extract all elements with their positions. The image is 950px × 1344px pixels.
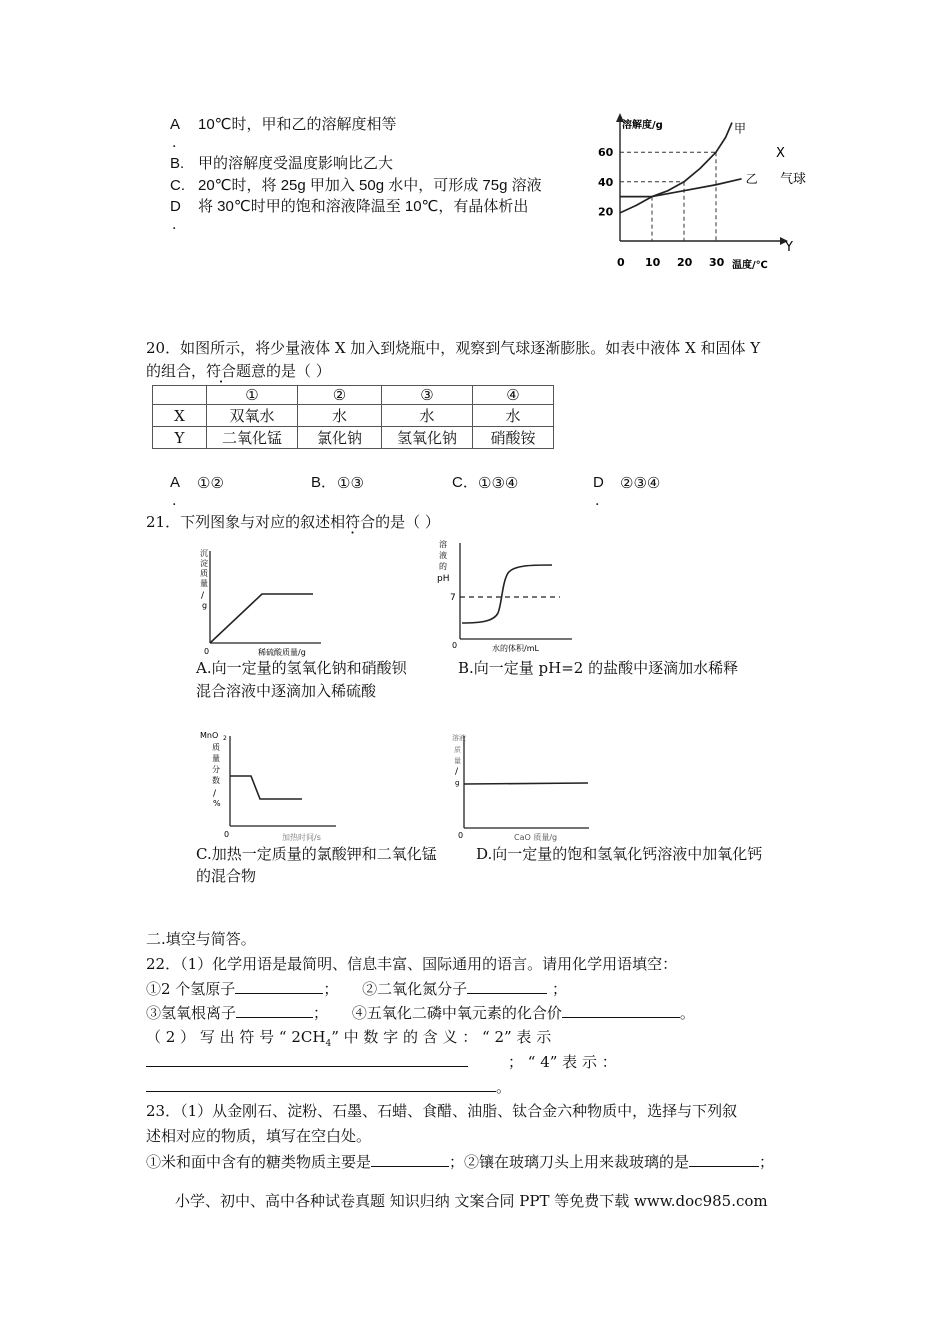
chart-series: [620, 123, 742, 213]
q20-answer-c-letter: C．: [452, 474, 478, 491]
q19-option-c-letter: C.: [170, 177, 185, 194]
q19-option-b: 甲的溶解度受温度影响比乙大: [198, 155, 394, 172]
q23-item2: ；②镶在玻璃刀头上用来裁玻璃的是: [449, 1153, 690, 1171]
graph-ylabel: /: [455, 767, 459, 777]
q22-item3: ③氢氧根离子: [146, 1004, 237, 1022]
q20-stem-line1: 20．如图所示，将少量液体 X 加入到烧瓶中，观察到气球逐渐膨胀。如表中液体 X 和固体 Y: [146, 339, 761, 357]
q19-dot: .: [172, 135, 177, 151]
q20-answer-d: ②③④: [620, 474, 661, 492]
graph-line: [464, 783, 588, 784]
graph-c-caption-2: 的混合物: [196, 867, 257, 885]
graph-line: [462, 565, 552, 623]
graph-ylabel: 数: [212, 776, 220, 785]
table-cell: 氯化钠: [298, 427, 382, 449]
graph-ylabel: 溶: [439, 540, 447, 549]
table-cell: [153, 386, 207, 405]
q22-part2: [146, 1028, 806, 1053]
table-cell: 双氧水: [207, 405, 298, 427]
graph-c: [196, 730, 346, 842]
q21-stem: [146, 513, 440, 531]
graph-ylabel: 淀: [200, 559, 208, 568]
chart-labels: [598, 118, 806, 271]
graph-ylabel: 的: [439, 562, 447, 571]
q19-option-a-letter: A: [170, 116, 181, 133]
series-label: 甲: [734, 121, 747, 136]
q22-item4: ④五氧化二磷中氧元素的化合价: [351, 1004, 562, 1022]
graph-xlabel: 加热时间/s: [282, 833, 321, 842]
graph-b: [422, 535, 572, 658]
graph-a: [196, 548, 326, 658]
chart-axes: [616, 113, 788, 245]
answer-blank[interactable]: [371, 1152, 449, 1167]
graph-ylabel: 量: [454, 757, 461, 765]
y-tick-label: 20: [598, 205, 614, 219]
answer-blank[interactable]: [689, 1152, 759, 1167]
q20-dot: .: [172, 493, 177, 509]
series-line-1: [620, 123, 732, 213]
q20-answer-a: ①②: [197, 474, 224, 492]
q20-dot: .: [595, 493, 600, 509]
x-tick-label: 30: [709, 256, 725, 269]
table-header-cell: ②: [298, 386, 382, 405]
graph-origin: 0: [224, 830, 230, 839]
graph-origin: 0: [458, 831, 464, 840]
graph-ylabel: 质: [200, 569, 208, 578]
table-header-cell: ③: [382, 386, 473, 405]
graph-xlabel: 稀硫酸质量/g: [258, 648, 306, 657]
q20-answer-b: ①③: [337, 474, 364, 492]
x-tick-label: 20: [677, 256, 693, 269]
q20-answer-c: ①③④: [478, 474, 519, 492]
q21-stem-emphasis: 相符合: [330, 513, 376, 531]
y-axis-label: 溶解度/g: [622, 120, 663, 131]
graph-ylabel: /: [213, 789, 217, 799]
q23-line2: 述相对应的物质，填写在空白处。: [146, 1127, 372, 1145]
q22-part2-c: ； “ 4” 表 示 ：: [508, 1053, 617, 1071]
answer-blank[interactable]: [562, 1003, 680, 1018]
q21-stem-post: 的是（ ）: [375, 513, 440, 531]
table-row: [153, 386, 554, 405]
q19-option-d: 将 30℃时甲的饱和溶液降温至 10℃，有晶体析出: [198, 198, 529, 215]
q22-part2-row2: [146, 1052, 617, 1071]
graph-ylabel: g: [202, 601, 208, 610]
graph-ylabel: 分: [212, 765, 220, 774]
q19-option-a: 10℃时，甲和乙的溶解度相等: [198, 116, 397, 133]
table-cell: 水: [298, 405, 382, 427]
table-cell: 水: [382, 405, 473, 427]
answer-blank[interactable]: [146, 1077, 496, 1092]
table-header-cell: ①: [207, 386, 298, 405]
q23-end: ；: [759, 1153, 775, 1171]
graph-line: [210, 594, 313, 643]
side-label-balloon: 气球: [780, 172, 807, 187]
table-cell: X: [153, 405, 207, 427]
q20-answer-a-letter: A: [170, 474, 181, 491]
graph-ylabel: 2: [223, 735, 227, 742]
table-cell: 氢氧化钠: [382, 427, 473, 449]
table-cell: 硝酸铵: [473, 427, 554, 449]
table-row: [153, 405, 554, 427]
y-tick-label: 60: [598, 146, 614, 160]
q20-table: [152, 385, 554, 449]
solubility-chart: [590, 110, 815, 275]
graph-tick: 7: [450, 593, 456, 603]
side-label-x: X: [776, 146, 785, 161]
table-cell: 二氧化锰: [207, 427, 298, 449]
answer-blank[interactable]: [467, 979, 547, 994]
q22-row1: ①2 个氢原子 ； ②二氧化氮分子 ；: [146, 980, 567, 998]
x-tick-label: 0: [617, 256, 625, 269]
q20-answer-d-letter: D: [593, 474, 604, 491]
graph-xlabel: CaO 质量/g: [514, 833, 558, 842]
graph-line: [230, 776, 302, 799]
graph-ylabel: /: [201, 591, 205, 601]
q20-stem-pre: 的组合，: [146, 362, 207, 380]
table-cell: Y: [153, 427, 207, 449]
q23-item1: ①米和面中含有的糖类物质主要是: [146, 1153, 372, 1171]
q22-line1: 22．（1）化学用语是最简明、信息丰富、国际通用的语言。请用化学用语填空：: [146, 955, 678, 973]
page-footer: 小学、初中、高中各种试卷真题 知识归纳 文案合同 PPT 等免费下载 www.doc985.com: [175, 1192, 768, 1210]
section-heading: 二.填空与简答。: [146, 930, 256, 948]
q22-item2: ②二氧化氮分子: [362, 980, 468, 998]
graph-origin: 0: [204, 647, 210, 656]
q23-line1: 23．（1）从金刚石、淀粉、石墨、石蜡、食醋、油脂、钛合金六种物质中，选择与下列叙: [146, 1102, 738, 1120]
graph-ylabel: 量: [212, 754, 220, 763]
table-row: [153, 427, 554, 449]
table-cell: 水: [473, 405, 554, 427]
graph-ylabel: %: [213, 799, 221, 808]
table-header-cell: ④: [473, 386, 554, 405]
q22-part2-row3: [146, 1077, 511, 1096]
q20-stem-line2: [146, 362, 331, 380]
q22-part2-sub: 4: [325, 1039, 332, 1049]
graph-ylabel: pH: [437, 574, 450, 584]
y-tick-label: 40: [598, 175, 614, 189]
q20-stem-emphasis: 符合: [206, 362, 237, 380]
q22-part2-b: ” 中 数 字 的 含 义 ： “ 2” 表 示: [331, 1028, 552, 1046]
answer-blank[interactable]: [235, 979, 323, 994]
graph-ylabel: 量: [200, 579, 208, 588]
x-axis-label: 温度/℃: [732, 260, 768, 271]
q20-answer-b-letter: B．: [311, 474, 337, 491]
q21-stem-pre: 21．下列图象与对应的叙述: [146, 513, 331, 531]
q20-stem-post: 题意的是（ ）: [236, 362, 331, 380]
graph-b-caption: B.向一定量 pH=2 的盐酸中逐滴加水稀释: [458, 659, 739, 677]
graph-ylabel: 质: [454, 746, 461, 754]
q19-option-c: 20℃时，将 25g 甲加入 50g 水中，可形成 75g 溶液: [198, 177, 542, 194]
graph-a-caption: A.向一定量的氢氧化钠和硝酸钡: [196, 659, 407, 677]
q22-part2-a: （ 2 ） 写 出 符 号 “ 2CH: [146, 1028, 326, 1046]
q22-row2: ③氢氧根离子 ； ④五氧化二磷中氧元素的化合价 。: [146, 1004, 695, 1022]
q22-end: 。: [496, 1078, 512, 1096]
q23-row: [146, 1152, 774, 1171]
graph-ylabel: g: [455, 779, 460, 787]
graph-d: [444, 730, 594, 842]
q19-option-d-letter: D: [170, 198, 181, 215]
graph-ylabel: MnO: [200, 731, 219, 740]
graph-origin: 0: [452, 641, 458, 650]
graph-d-caption: D.向一定量的饱和氢氧化钙溶液中加氧化钙: [476, 845, 763, 863]
graph-ylabel: 质: [212, 743, 220, 752]
q22-item1: ①2 个氢原子: [146, 980, 236, 998]
series-label: 乙: [745, 171, 758, 186]
graph-c-caption: C.加热一定质量的氯酸钾和二氧化锰: [196, 845, 437, 863]
graph-ylabel: 液: [439, 551, 447, 560]
graph-xlabel: 水的体积/mL: [492, 644, 539, 653]
series-line-2: [620, 179, 742, 197]
graph-ylabel: 溶液: [452, 734, 466, 742]
graph-ylabel: 沉: [200, 549, 208, 558]
q19-dot: .: [172, 217, 177, 233]
answer-blank[interactable]: [146, 1052, 468, 1067]
q19-option-b-letter: B.: [170, 155, 185, 172]
side-label-y: Y: [785, 240, 793, 255]
answer-blank[interactable]: [236, 1003, 313, 1018]
graph-a-caption-2: 混合溶液中逐滴加入稀硫酸: [196, 682, 377, 700]
x-tick-label: 10: [645, 256, 661, 269]
